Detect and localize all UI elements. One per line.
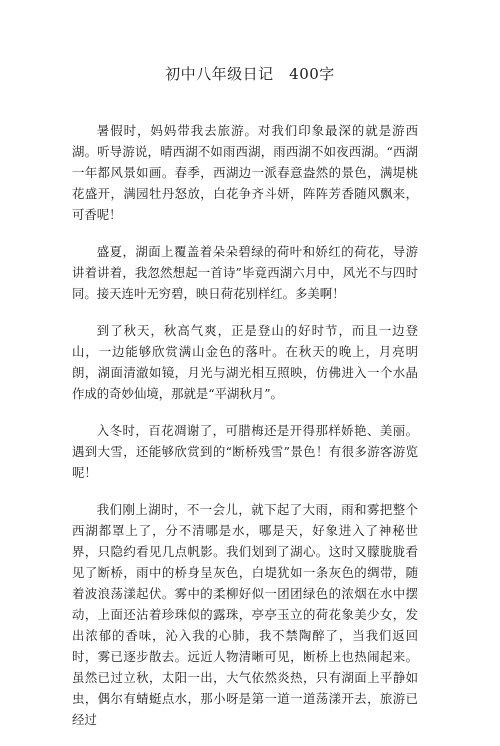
paragraph-rain-trip: 我们刚上湖时，不一会儿，就下起了大雨，雨和雾把整个西湖都罩上了，分不清哪是水，哪是天，好象进入了神秘世界，只隐约看见几点帆影。我们划到了湖心。这时又朦胧胧看见了断桥，雨中的桥身呈灰色，白堤犹如一条灰色的绸带，随着波浪荡漾起伏。雾中的柔柳好似一团团绿色的浓烟在水中摆动，上面还沾着珍珠似的露珠，亭亭玉立的荷花象美少女，发出浓郁的香味，沁入我的心肺，我不禁陶醉了，当我们返回时，雾已逐步散去。远近人物清晰可见，断桥上也热闹起来。虽然已过立秋，太阳一出，大气依然炎热，只有湖面上平静如虫，偶尔有蜻蜓点水，那小呀是第一道一道荡漾开去，旅游已经过 — [72, 502, 418, 727]
paragraph-summer: 盛夏，湖面上覆盖着朵朵碧绿的荷叶和娇红的荷花，导游讲着讲着，我忽然想起一首诗”毕竟西湖六月中，风光不与四时同。接天连叶无穷碧，映日荷花别样红。多美啊！ — [72, 244, 418, 301]
document-title: 初中八年级日记 400字 — [165, 65, 335, 83]
article-body — [72, 120, 418, 746]
paragraph-spring: 暑假时，妈妈带我去旅游。对我们印象最深的就是游西湖。听导游说，晴西湖不如雨西湖，雨西湖不如夜西湖。“西湖一年都风景如画。春季，西湖边一派春意盎然的景色，满堤桃花盛开，满园牡丹怒放，白花争齐斗妍，阵阵芳香随风飘来，可香呢！ — [72, 123, 418, 222]
paragraph-autumn: 到了秋天，秋高气爽，正是登山的好时节，而且一边登山，一边能够欣赏满山金色的落叶。在秋天的晚上，月亮明朗，湖面清澈如镜，月光与湖光相互照映，仿佛进入一个水晶作成的奇妙仙境，那就是“平湖秋月”。 — [72, 323, 418, 401]
paragraph-winter: 入冬时，百花凋谢了，可腊梅还是开得那样娇艳、美丽。遇到大雪，还能够欣赏到的“断桥残雪”景色！有很多游客游览呢！ — [72, 423, 418, 480]
